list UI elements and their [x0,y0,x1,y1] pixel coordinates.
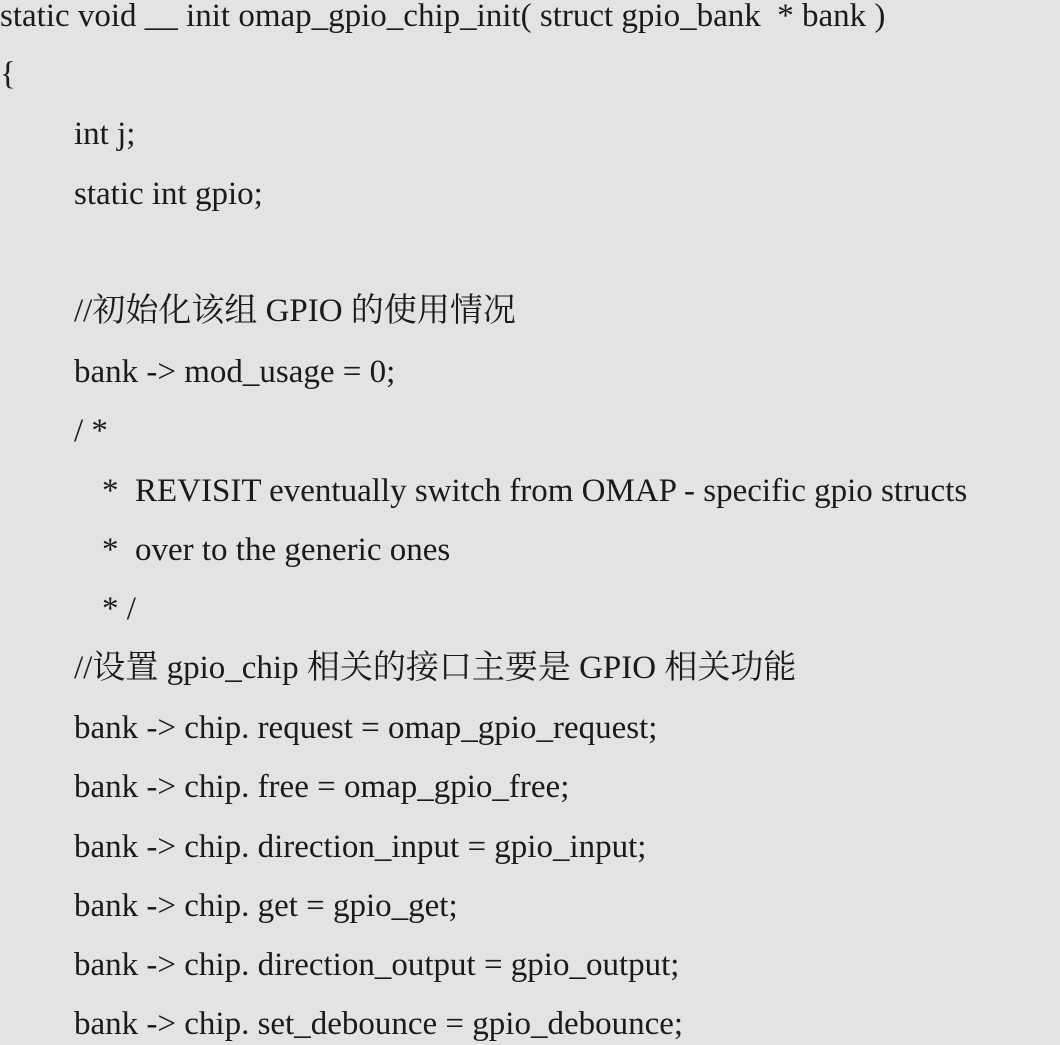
code-line-chip-set-debounce: bank -> chip. set_debounce = gpio_debounce; [74,1006,684,1042]
code-line-comment-end: * / [102,591,136,627]
code-line-static-int-gpio: static int gpio; [74,176,263,212]
code-line-comment-revisit: * REVISIT eventually switch from OMAP - specific gpio structs [102,473,968,509]
code-line-comment-start: / * [74,413,108,449]
code-line-open-brace: { [0,56,16,92]
code-line-chip-direction-output: bank -> chip. direction_output = gpio_output; [74,947,680,983]
code-line-comment-gpio-chip: //设置 gpio_chip 相关的接口主要是 GPIO 相关功能 [74,650,797,686]
code-line-int-j: int j; [74,116,136,152]
code-line-chip-direction-input: bank -> chip. direction_input = gpio_input; [74,829,647,865]
code-line-chip-free: bank -> chip. free = omap_gpio_free; [74,769,570,805]
code-line-chip-get: bank -> chip. get = gpio_get; [74,888,458,924]
code-line-function-signature: static void __ init omap_gpio_chip_init( struct gpio_bank * bank ) [0,0,886,34]
code-line-chip-request: bank -> chip. request = omap_gpio_request; [74,710,658,746]
code-line-mod-usage: bank -> mod_usage = 0; [74,354,396,390]
code-line-comment-generic: * over to the generic ones [102,532,451,568]
code-line-comment-init-usage: //初始化该组 GPIO 的使用情况 [74,293,516,329]
